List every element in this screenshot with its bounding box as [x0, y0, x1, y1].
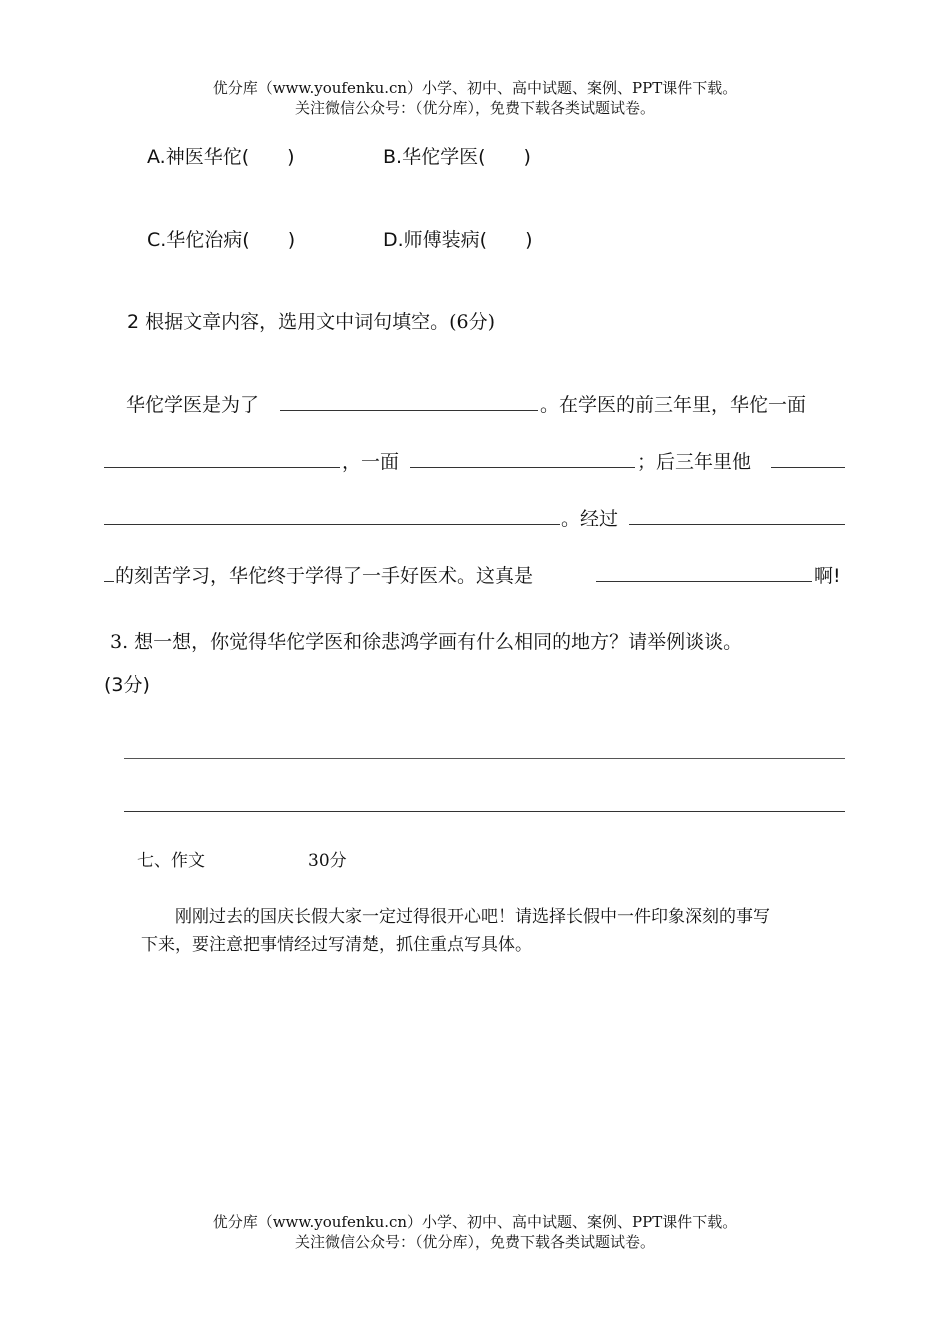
q2-blank-2[interactable] [104, 467, 340, 468]
section7-score: 30分 [308, 851, 347, 871]
header-line-1: 优分库（www.youfenku.cn）小学、初中、高中试题、案例、PPT课件下载。 [212, 79, 738, 97]
q2-blank-3[interactable] [410, 467, 635, 468]
q2-blank-5[interactable] [104, 524, 560, 525]
option-d: D.师傅装病( ) [383, 229, 533, 251]
q2-blank-6[interactable] [629, 524, 845, 525]
section7-title: 七、作文 [137, 851, 205, 871]
option-c: C.华佗治病( ) [147, 229, 296, 251]
q2-title-text: 2 根据文章内容，选用文中词句填空。 [127, 311, 450, 333]
q2-line1-b: 。在学医的前三年里，华佗一面 [540, 394, 807, 416]
answer-line-2[interactable] [124, 811, 845, 812]
q2-line2-b: ；后三年里他 [637, 451, 752, 473]
q2-line2-a: ，一面 [342, 451, 400, 473]
q2-line3-a: 。经过 [561, 508, 619, 530]
q2-blank-1[interactable] [280, 410, 538, 411]
section7-prompt-line2: 下来，要注意把事情经过写清楚，抓住重点写具体。 [141, 935, 532, 955]
section7-prompt-line1: 刚刚过去的国庆长假大家一定过得很开心吧！请选择长假中一件印象深刻的事写 [175, 907, 770, 927]
q2-title [127, 307, 495, 334]
option-b: B.华佗学医( ) [383, 146, 531, 168]
option-a: A.神医华佗( ) [147, 146, 295, 168]
answer-line-1[interactable] [124, 758, 845, 759]
q2-blank-4[interactable] [771, 467, 845, 468]
footer-line-1: 优分库（www.youfenku.cn）小学、初中、高中试题、案例、PPT课件下载。 [212, 1213, 738, 1231]
q3-score: (3分) [104, 674, 150, 696]
q2-line4-a: 的刻苦学习，华佗终于学得了一手好医术。这真是 [115, 565, 534, 587]
q2-line1-a: 华佗学医是为了 [126, 394, 260, 416]
footer-line-2: 关注微信公众号：（优分库），免费下载各类试题试卷。 [294, 1233, 655, 1251]
q3-text: 3. 想一想，你觉得华佗学医和徐悲鸿学画有什么相同的地方？请举例谈谈。 [110, 631, 743, 653]
header-line-2: 关注微信公众号：（优分库），免费下载各类试题试卷。 [294, 99, 655, 117]
q2-score: (6分) [449, 311, 496, 333]
q2-blank-8[interactable] [596, 581, 812, 582]
q2-blank-7[interactable] [104, 581, 114, 582]
q2-line4-b: 啊! [814, 565, 841, 587]
